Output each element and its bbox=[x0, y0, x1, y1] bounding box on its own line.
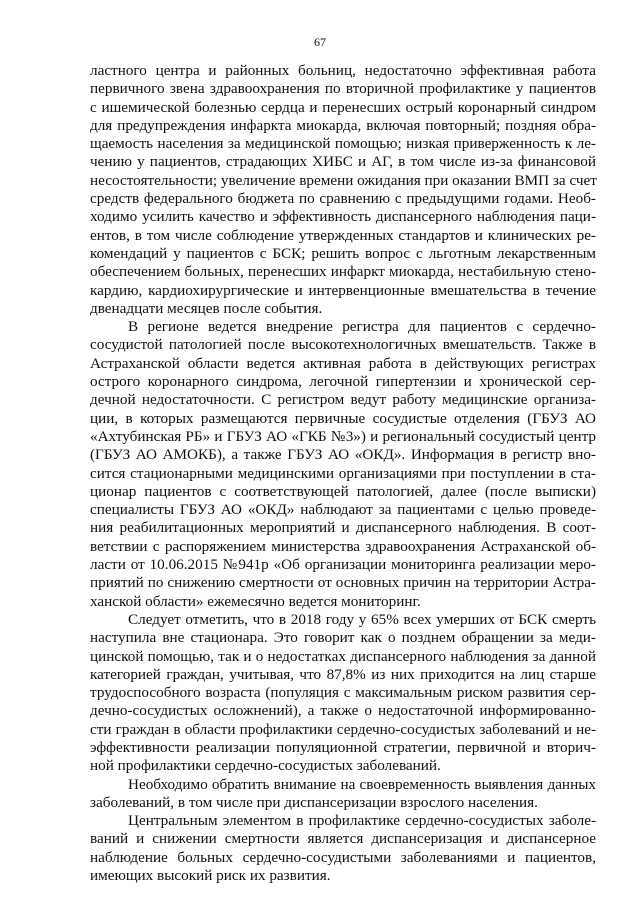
text-line: первичного звена здравоохранения по вторичной профилактике у пациентов bbox=[90, 80, 596, 98]
paragraph bbox=[90, 318, 596, 611]
text-line: Астраханской области ведется активная работа в действующих регистрах bbox=[90, 354, 596, 372]
text-line: средств федерального бюджета по сравнению с предыдущими годами. Необ- bbox=[90, 190, 596, 208]
text-line: сится стационарными медицинскими организациями при поступлении в ста- bbox=[90, 464, 596, 482]
text-line: дечной недостаточности. С регистром ведут работу медицинские организа- bbox=[90, 391, 596, 409]
text-line: (ГБУЗ АО АМОКБ), а также ГБУЗ АО «ОКД». Информация в регистр вно- bbox=[90, 446, 596, 464]
text-line: ентов, в том числе соблюдение утвержденных стандартов и клинических ре- bbox=[90, 226, 596, 244]
text-line: «Ахтубинская РБ» и ГБУЗ АО «ГКБ №3») и региональный сосудистый центр bbox=[90, 427, 596, 445]
text-line: ластного центра и районных больниц, недостаточно эффективная работа bbox=[90, 62, 596, 79]
paragraph bbox=[90, 812, 596, 885]
text-line: наступила вне стационара. Это говорит как о позднем обращении за меди- bbox=[90, 629, 596, 647]
text-line: цинской помощью, так и о недостатках диспансерного наблюдения за данной bbox=[90, 647, 596, 665]
text-line: сосудистой патологией после высокотехнологичных вмешательств. Также в bbox=[90, 336, 596, 354]
text-line: Центральным элементом в профилактике сердечно-сосудистых заболе- bbox=[128, 812, 596, 830]
text-line: ветствии с распоряжением министерства здравоохранения Астраханской об- bbox=[90, 537, 596, 555]
text-line: ходимо усилить качество и эффективность диспансерного наблюдения паци- bbox=[90, 208, 596, 226]
text-line: несостоятельности; увеличение времени ожидания при оказании ВМП за счет bbox=[90, 171, 597, 189]
text-line: ционар пациентов с соответствующей патологией, далее (после выписки) bbox=[90, 482, 596, 500]
text-line: ции, в которых размещаются первичные сосудистые отделения (ГБУЗ АО bbox=[90, 409, 596, 427]
text-line: В регионе ведется внедрение регистра для пациентов с сердечно- bbox=[128, 318, 596, 336]
text-line: для предупреждения инфаркта миокарда, включая повторный; поздняя обра- bbox=[90, 116, 596, 134]
text-line: имеющих высокий риск их развития. bbox=[90, 867, 331, 885]
text-line: ной профилактики сердечно-сосудистых заболеваний. bbox=[90, 757, 441, 775]
text-line: обеспечением больных, перенесших инфаркт миокарда, нестабильную стено- bbox=[90, 263, 596, 281]
text-line: Необходимо обратить внимание на своевременность выявления данных bbox=[128, 775, 596, 793]
page-number: 67 bbox=[314, 35, 326, 49]
paragraph bbox=[90, 611, 596, 776]
text-line: дечно-сосудистых осложнений), а также о недостаточной информированно- bbox=[90, 702, 596, 720]
text-line: с ишемической болезнью сердца и перенесших острый коронарный синдром bbox=[90, 98, 596, 116]
text-line: ния реабилитационных мероприятий и диспансерного наблюдения. В соот- bbox=[90, 519, 596, 537]
text-line: чению у пациентов, страдающих ХИБС и АГ, в том числе из-за финансовой bbox=[90, 153, 596, 171]
text-line: ханской области» ежемесячно ведется мониторинг. bbox=[90, 592, 421, 610]
paragraph bbox=[90, 62, 596, 318]
text-line: ваний и снижении смертности является диспансеризация и диспансерное bbox=[90, 830, 596, 848]
text-line: кардию, кардиохирургические и интервенционные вмешательства в течение bbox=[90, 281, 596, 299]
text-line: наблюдение больных сердечно-сосудистыми заболеваниями и пациентов, bbox=[90, 848, 596, 866]
text-line: категорией граждан, учитывая, что 87,8% из них приходится на лиц старше bbox=[90, 665, 596, 683]
text-line: сти граждан в области профилактики сердечно-сосудистых заболеваний и не- bbox=[90, 720, 596, 738]
text-line: приятий по снижению смертности от основных причин на территории Астра- bbox=[90, 574, 596, 592]
body-text bbox=[90, 62, 596, 885]
text-line: Следует отметить, что в 2018 году у 65% всех умерших от БСК смерть bbox=[128, 610, 596, 628]
text-line: двенадцати месяцев после события. bbox=[90, 299, 323, 317]
text-line: комендаций у пациентов с БСК; решить вопрос с льготным лекарственным bbox=[90, 244, 596, 262]
text-line: щаемость населения за медицинской помощью; низкая приверженность к ле- bbox=[90, 135, 596, 153]
text-line: ласти от 10.06.2015 №941р «Об организации мониторинга реализации меро- bbox=[90, 556, 596, 574]
paragraph bbox=[90, 776, 596, 813]
text-line: острого коронарного синдрома, легочной гипертензии и хронической сер- bbox=[90, 373, 596, 391]
text-line: специалисты ГБУЗ АО «ОКД» наблюдают за пациентами с целью проведе- bbox=[90, 501, 596, 519]
text-line: заболеваний, в том числе при диспансеризации взрослого населения. bbox=[90, 793, 538, 811]
text-line: трудоспособного возраста (популяция с максимальным риском развития сер- bbox=[90, 684, 596, 702]
text-line: эффективности реализации популяционной стратегии, первичной и вторич- bbox=[90, 738, 596, 756]
